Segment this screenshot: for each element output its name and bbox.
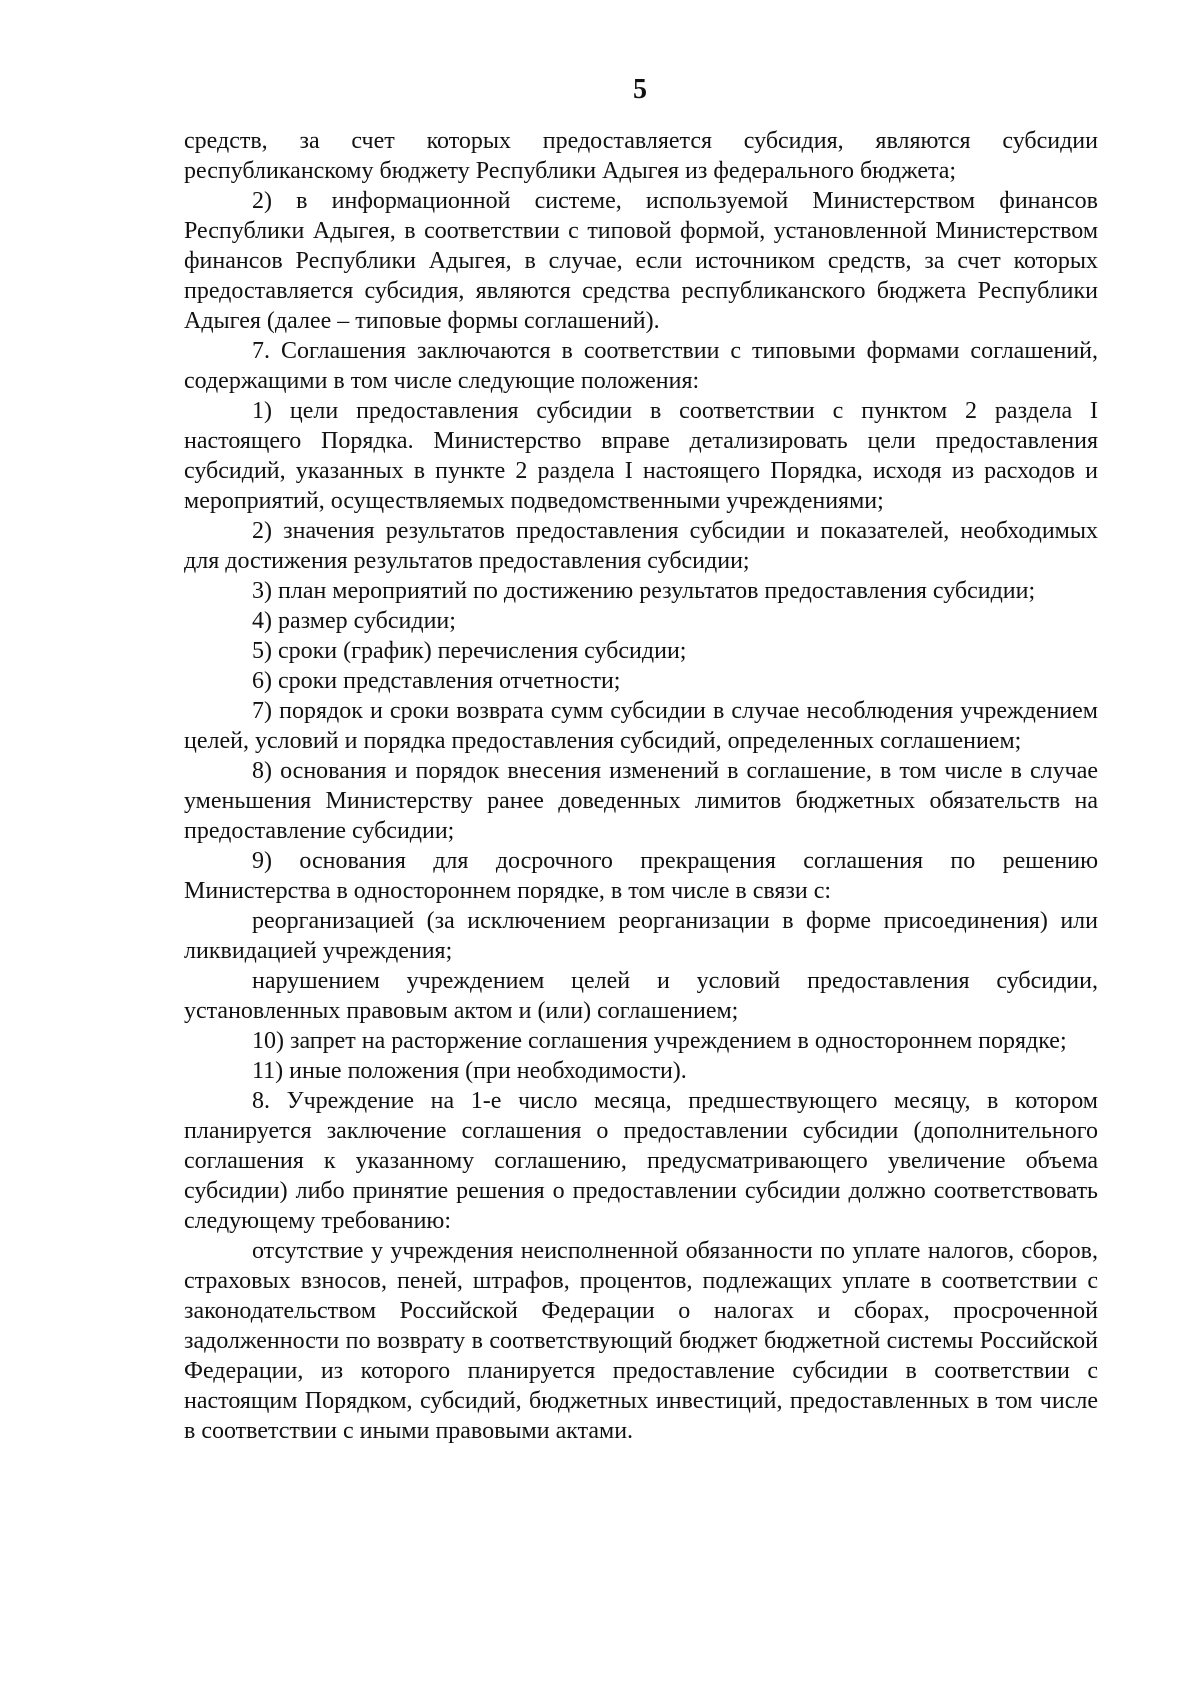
paragraph-7-item-9-violation: нарушением учреждением целей и условий предоставления субсидии, установленных правовым актом и (или) соглашением; (184, 968, 1098, 1024)
paragraph-continuation: средств, за счет которых предоставляется субсидия, являются субсидии республиканскому бюджету Республики Адыгея из федерального бюджета; (184, 128, 1098, 184)
paragraph-7-item-6: 6) сроки представления отчетности; (252, 668, 621, 694)
paragraph-7-item-10: 10) запрет на расторжение соглашения учреждением в одностороннем порядке; (252, 1028, 1067, 1054)
paragraph-7-item-4: 4) размер субсидии; (252, 608, 456, 634)
paragraph-7-item-7: 7) порядок и сроки возврата сумм субсидии в случае несоблюдения учреждением целей, условий и порядка предоставления субсидий, определенных соглашением; (184, 698, 1098, 754)
document-body (184, 126, 1098, 1446)
paragraph-7-item-3: 3) план мероприятий по достижению результатов предоставления субсидии; (252, 578, 1036, 604)
page-number: 5 (633, 74, 647, 105)
paragraph-7-agreements: 7. Соглашения заключаются в соответствии с типовыми формами соглашений, содержащими в том числе следующие положения: (184, 338, 1098, 394)
paragraph-item-2-info-system: 2) в информационной системе, используемой Министерством финансов Республики Адыгея, в соответствии с типовой формой, установленной Министерством финансов Республики Адыгея, в случае, если источником средств, за счет которых предоставляется субсидия, являются средства республиканского бюджета Республики Адыгея (далее – типовые формы соглашений). (184, 188, 1098, 334)
paragraph-7-item-11: 11) иные положения (при необходимости). (252, 1058, 687, 1084)
paragraph-7-item-2: 2) значения результатов предоставления субсидии и показателей, необходимых для достижения результатов предоставления субсидии; (184, 518, 1098, 574)
paragraph-8-no-debts: отсутствие у учреждения неисполненной обязанности по уплате налогов, сборов, страховых взносов, пеней, штрафов, процентов, подлежащих уплате в соответствии с законодательством Российской Федерации о налогах и сборах, просроченной задолженности по возврату в соответствующий бюджет бюджетной системы Российской Федерации, из которого планируется предоставление субсидии в соответствии с настоящим Порядком, субсидий, бюджетных инвестиций, предоставленных в том числе в соответствии с иными правовыми актами. (184, 1238, 1098, 1444)
paragraph-7-item-9-reorganization: реорганизацией (за исключением реорганизации в форме присоединения) или ликвидацией учреждения; (184, 908, 1098, 964)
paragraph-7-item-8: 8) основания и порядок внесения изменений в соглашение, в том числе в случае уменьшения Министерству ранее доведенных лимитов бюджетных обязательств на предоставление субсидии; (184, 758, 1098, 844)
paragraph-7-item-9: 9) основания для досрочного прекращения соглашения по решению Министерства в одностороннем порядке, в том числе в связи с: (184, 848, 1098, 904)
paragraph-8-requirements: 8. Учреждение на 1-е число месяца, предшествующего месяцу, в котором планируется заключение соглашения о предоставлении субсидии (дополнительного соглашения к указанному соглашению, предусматривающего увеличение объема субсидии) либо принятие решения о предоставлении субсидии должно соответствовать следующему требованию: (184, 1088, 1098, 1234)
paragraph-7-item-1: 1) цели предоставления субсидии в соответствии с пунктом 2 раздела I настоящего Порядка. Министерство вправе детализировать цели предоставления субсидий, указанных в пункте 2 раздела I настоящего Порядка, исходя из расходов и мероприятий, осуществляемых подведомственными учреждениями; (184, 398, 1098, 514)
paragraph-7-item-5: 5) сроки (график) перечисления субсидии; (252, 638, 687, 664)
